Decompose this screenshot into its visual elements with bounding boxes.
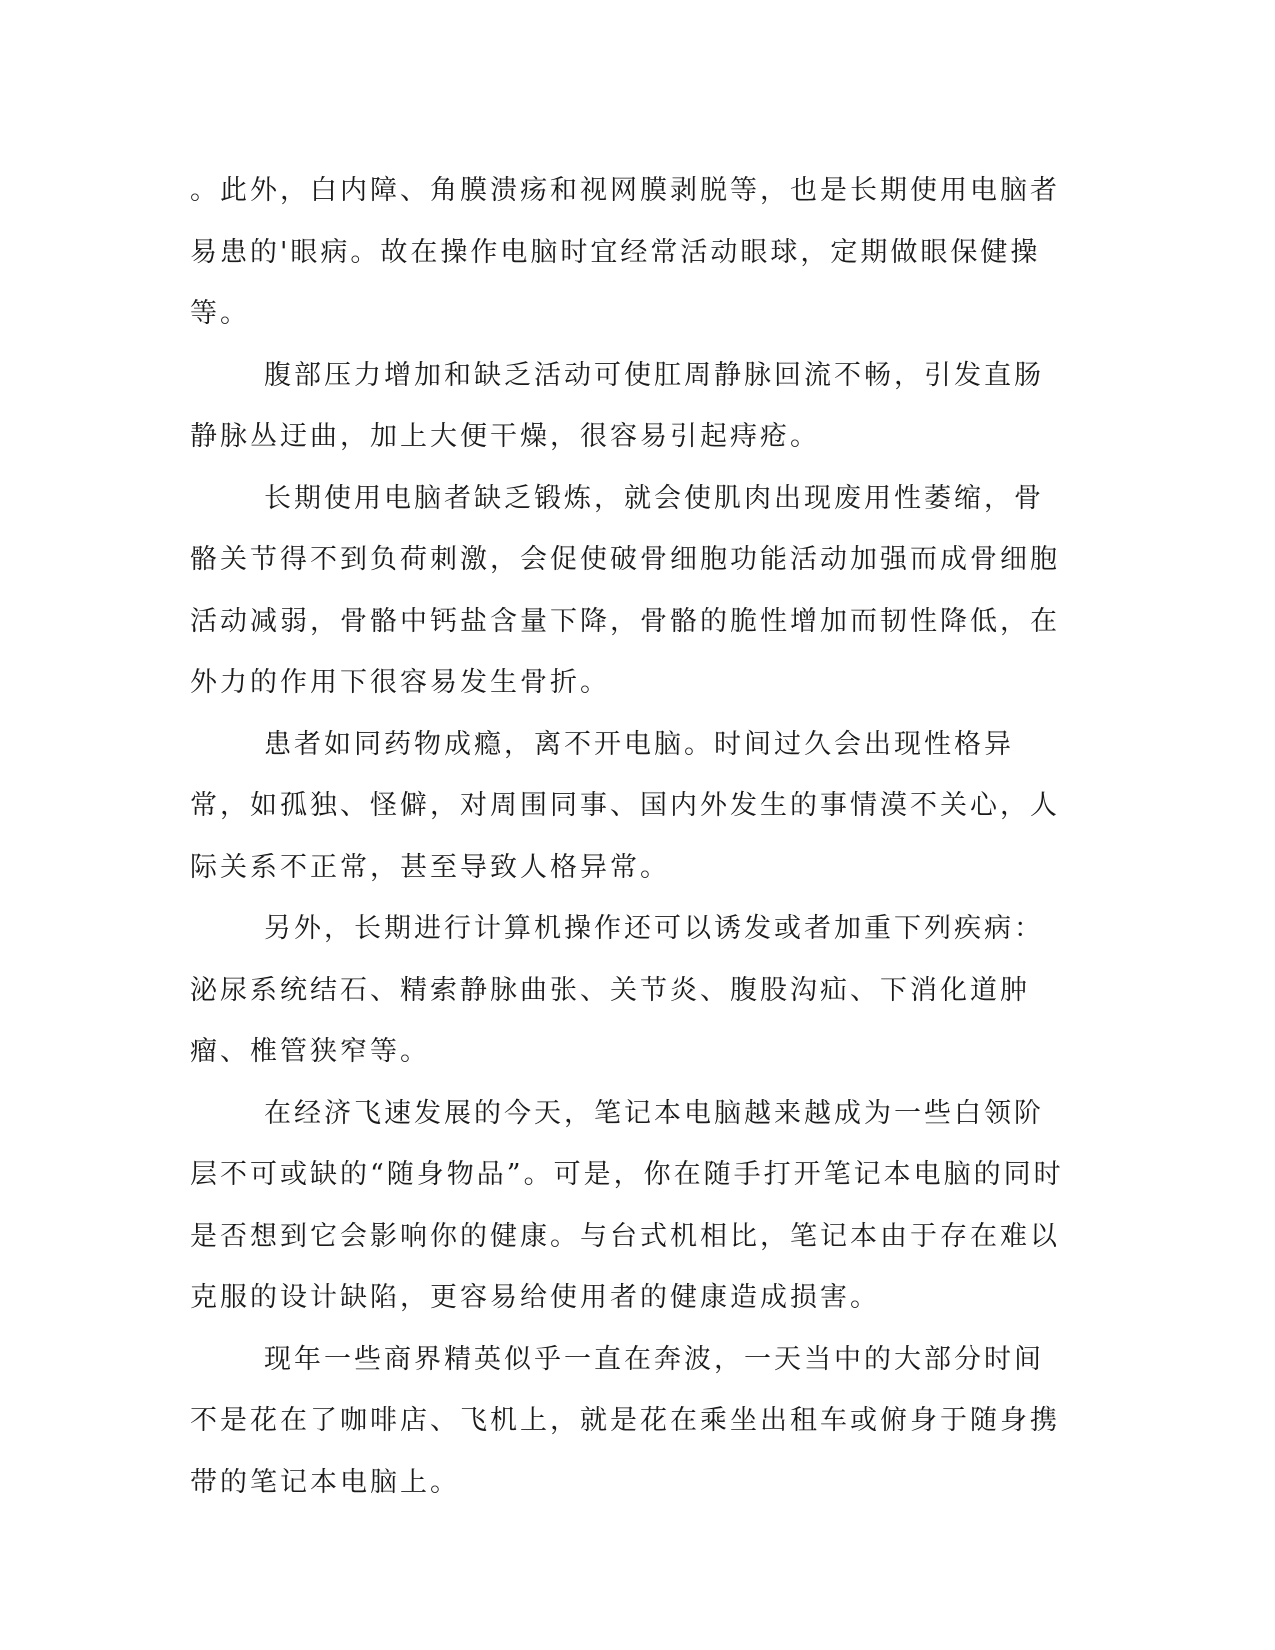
paragraph-bone-health: 长期使用电脑者缺乏锻炼，就会使肌肉出现废用性萎缩，骨骼关节得不到负荷刺激，会促使破骨细胞功能活动加强而成骨细胞活动减弱，骨骼中钙盐含量下降，骨骼的脆性增加而韧性降低，在外力的作用下很容易发生骨折。	[190, 482, 1060, 698]
paragraph-hemorrhoids: 腹部压力增加和缺乏活动可使肛周静脉回流不畅，引发直肠静脉丛迂曲，加上大便干燥，很容易引起痔疮。	[190, 359, 1044, 452]
paragraph-business-elite: 现年一些商界精英似乎一直在奔波，一天当中的大部分时间不是花在了咖啡店、飞机上，就是花在乘坐出租车或俯身于随身携带的笔记本电脑上。	[190, 1343, 1060, 1498]
paragraph-eye-disease: 。此外，白内障、角膜溃疡和视网膜剥脱等，也是长期使用电脑者易患的'眼病。故在操作电脑时宜经常活动眼球，定期做眼保健操等。	[190, 175, 1060, 329]
paragraph-laptop-health: 在经济飞速发展的今天，笔记本电脑越来越成为一些白领阶层不可或缺的“随身物品”。可是，你在随手打开笔记本电脑的同时是否想到它会影响你的健康。与台式机相比，笔记本由于存在难以克服的设计缺陷，更容易给使用者的健康造成损害。	[190, 1097, 1064, 1313]
document-body	[190, 160, 1070, 1513]
paragraph-other-diseases: 另外，长期进行计算机操作还可以诱发或者加重下列疾病：泌尿系统结石、精索静脉曲张、关节炎、腹股沟疝、下消化道肿瘤、椎管狭窄等。	[190, 913, 1044, 1067]
paragraph-personality: 患者如同药物成瘾，离不开电脑。时间过久会出现性格异常，如孤独、怪僻，对周围同事、国内外发生的事情漠不关心，人际关系不正常，甚至导致人格异常。	[190, 728, 1060, 883]
